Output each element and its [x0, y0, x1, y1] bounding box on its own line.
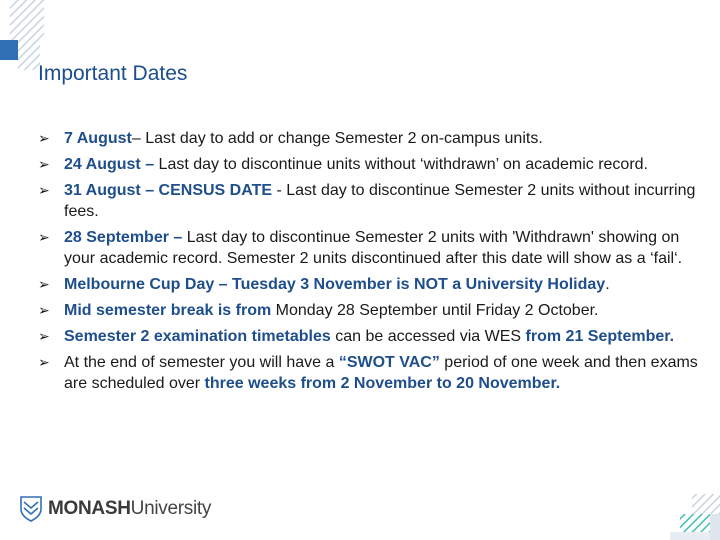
- arrow-bullet-icon: ➢: [38, 130, 50, 146]
- arrow-bullet-icon: ➢: [38, 182, 50, 198]
- date-text: .: [605, 276, 610, 293]
- arrow-bullet-icon: ➢: [38, 354, 50, 370]
- date-text: period of one week and then exams are scheduled over: [64, 354, 698, 392]
- date-item: [38, 274, 698, 295]
- date-highlight: 28 September –: [64, 229, 183, 246]
- monash-shield-icon: [20, 496, 42, 522]
- arrow-bullet-icon: ➢: [38, 328, 50, 344]
- page-title: Important Dates: [38, 62, 188, 85]
- date-item: [38, 154, 698, 175]
- date-item: [38, 352, 698, 394]
- date-item: [38, 326, 698, 347]
- date-text: - Last day to discontinue Semester 2 units without incurring fees.: [64, 182, 696, 220]
- date-highlight: 31 August – CENSUS DATE: [64, 182, 273, 199]
- corner-decoration-bottom-right: [670, 494, 720, 540]
- date-item: [38, 227, 698, 269]
- date-item: [38, 128, 698, 149]
- logo-brand: MONASH: [48, 498, 131, 519]
- date-item: [38, 180, 698, 222]
- date-highlight: “SWOT VAC”: [338, 354, 440, 371]
- logo-wordmark: [48, 498, 211, 520]
- arrow-bullet-icon: ➢: [38, 229, 50, 245]
- monash-university-logo: [20, 494, 211, 524]
- date-text: – Last day to add or change Semester 2 on-campus units.: [131, 130, 543, 147]
- date-highlight: from 21 September.: [525, 328, 675, 345]
- date-text: Last day to discontinue Semester 2 units with 'Withdrawn' showing on your academic record. Semester 2 units discontinued after this date will show as a ‘fail‘.: [64, 229, 683, 267]
- important-dates-list: [38, 128, 698, 399]
- date-text: Last day to discontinue units without ‘withdrawn’ on academic record.: [154, 156, 648, 173]
- date-highlight: Semester 2 examination timetables: [64, 328, 331, 345]
- date-highlight: Melbourne Cup Day – Tuesday 3 November is NOT a University Holiday: [64, 276, 606, 293]
- arrow-bullet-icon: ➢: [38, 276, 50, 292]
- arrow-bullet-icon: ➢: [38, 156, 50, 172]
- date-item: [38, 300, 698, 321]
- logo-suffix: University: [130, 498, 212, 519]
- date-highlight: 24 August –: [64, 156, 155, 173]
- date-text: can be accessed via WES: [330, 328, 526, 345]
- date-text: At the end of semester you will have a: [64, 354, 339, 371]
- date-text: Monday 28 September until Friday 2 October.: [271, 302, 599, 319]
- date-highlight: Mid semester break is from: [64, 302, 272, 319]
- date-highlight: three weeks from 2 November to 20 November.: [204, 375, 561, 392]
- date-highlight: 7 August: [64, 130, 132, 147]
- arrow-bullet-icon: ➢: [38, 302, 50, 318]
